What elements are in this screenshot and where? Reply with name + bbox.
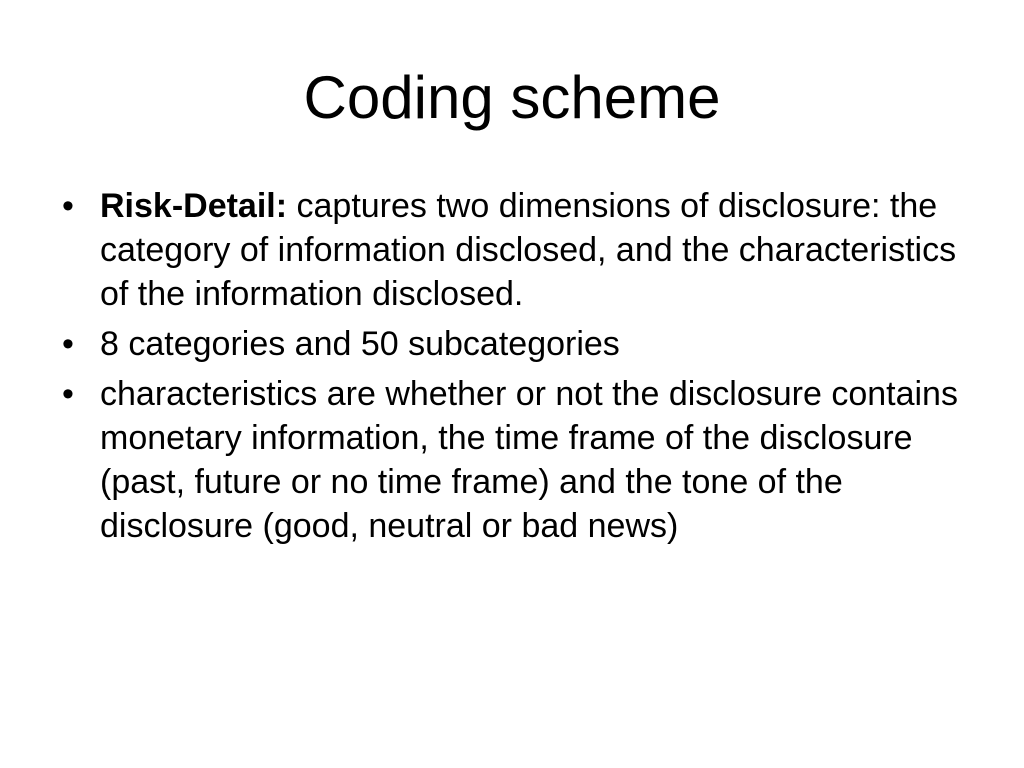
bullet-text: characteristics are whether or not the disclosure contains monetary information, the time frame of the disclosure (past, future or no time frame) and the tone of the disclosure (good, neutral or bad news) [100, 375, 958, 545]
bullet-item-characteristics [62, 372, 982, 548]
bullet-text: captures two dimensions of disclosure: the category of information disclosed, and the characteristics of the information disclosed. [100, 187, 957, 313]
slide-title: Coding scheme [303, 64, 721, 131]
bullet-bold-lead: Risk-Detail: [100, 187, 288, 225]
bullet-dot-icon: • [62, 375, 74, 413]
bullet-item-categories [62, 322, 982, 366]
bullet-text: 8 categories and 50 subcategories [100, 325, 620, 363]
bullet-item-risk-detail [62, 184, 982, 316]
bullet-list [62, 184, 982, 554]
bullet-dot-icon: • [62, 325, 74, 363]
bullet-dot-icon: • [62, 187, 74, 225]
